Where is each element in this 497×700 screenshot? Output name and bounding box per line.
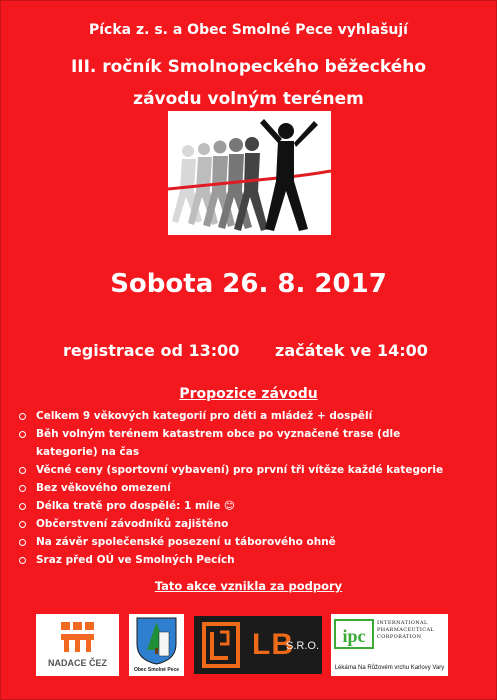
bullet-icon: [19, 503, 26, 510]
support-text: Tato akce vznikla za podpory: [154, 579, 343, 593]
list-item: Délka tratě pro dospělé: 1 míle 😊: [19, 497, 489, 515]
event-title-line1: III. ročník Smolnopeckého běžeckého: [70, 57, 427, 77]
list-item: Běh volným terénem katastrem obce po vyznačené trase (dle: [19, 425, 489, 443]
bullet-icon: [19, 467, 26, 474]
bullet-icon: [19, 413, 26, 420]
svg-text:ipc: ipc: [342, 626, 366, 646]
list-item-continuation: kategorie) na čas: [36, 446, 140, 458]
sro-label: S.R.O.: [286, 640, 320, 652]
bullet-icon: [19, 485, 26, 492]
lb-sro-logo: [194, 616, 322, 674]
rules-title: Propozice závodu: [179, 386, 318, 402]
nadace-cez-logo: [36, 614, 119, 676]
organizers-line: Pícka z. s. a Obec Smolné Pece vyhlašují: [89, 22, 408, 38]
bullet-icon: [19, 431, 26, 438]
rules-list: [19, 407, 489, 569]
list-item: Bez věkového omezení: [19, 479, 489, 497]
lb-label: LB: [252, 628, 294, 661]
list-item: Věcné ceny (sportovní vybavení) pro první tři vítěze každé kategorie: [19, 461, 489, 479]
runners-image: [168, 111, 331, 235]
lb-mark-icon: [194, 616, 246, 674]
bullet-icon: [19, 521, 26, 528]
start-time: začátek ve 14:00: [275, 341, 428, 360]
ipc-name: INTERNATIONAL PHARMACEUTICAL CORPORATION: [377, 620, 435, 640]
cez-mark-icon: [36, 614, 119, 658]
ipc-mark-icon: [331, 614, 377, 654]
list-item: Občerstvení závodníků zajištěno: [19, 515, 489, 533]
cez-label: NADACE ČEZ: [47, 658, 107, 668]
coat-of-arms-icon: [129, 614, 184, 666]
smolne-pece-logo: [129, 614, 184, 676]
smolne-label: Obec Smolné Pece: [133, 667, 180, 673]
bullet-icon: [19, 557, 26, 564]
event-date: Sobota 26. 8. 2017: [110, 269, 387, 299]
bullet-icon: [19, 539, 26, 546]
ipc-pharmacy: Lékárna Na Růžovém vrchu Karlovy Vary: [334, 665, 445, 671]
list-item: Celkem 9 věkových kategorií pro děti a mládež + dospělí: [19, 407, 489, 425]
ipc-logo: [331, 614, 448, 676]
list-item: Sraz před OÚ ve Smolných Pecích: [19, 551, 489, 569]
registration-time: registrace od 13:00: [63, 341, 240, 360]
list-item: Na závěr společenské posezení u táborového ohně: [19, 533, 489, 551]
event-title-line2: závodu volným terénem: [133, 89, 364, 109]
